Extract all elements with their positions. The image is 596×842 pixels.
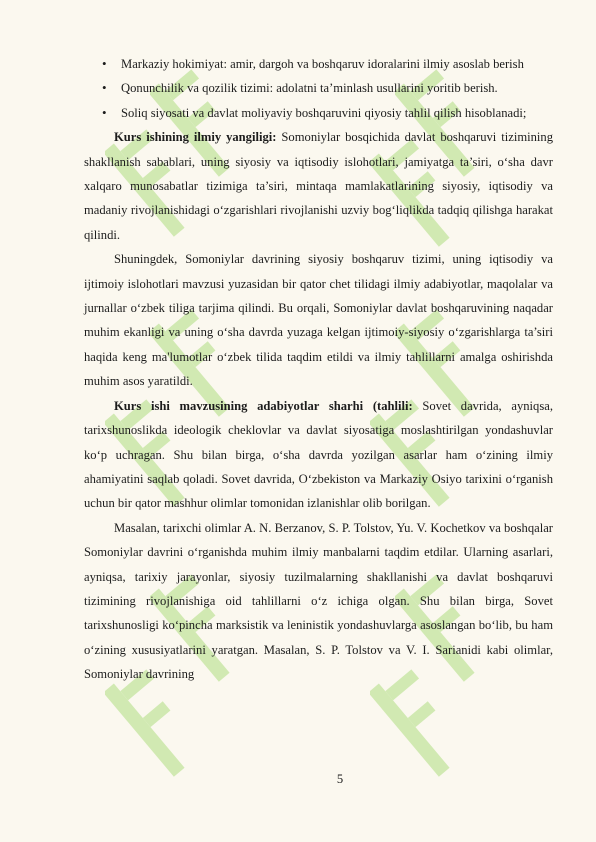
- paragraph-text: Somoniylar bosqichida davlat boshqaruvi tizimining shakllanish sabablari, uning siyosiy va iqtisodiy islohotlari, jamiyatga ta’siri, o‘sha davr xalqaro munosabatlar tizimiga ta’siri, mintaqa mamlakatlarining siyosiy, iqtisodiy va madaniy rivojlanishidagi o‘zgarishlari rivojlanishi uzviy bog‘liqlikda tadqiq qilishga harakat qilindi.: [84, 130, 554, 242]
- paragraph-heading: Kurs ishining ilmiy yangiligi:: [114, 130, 277, 145]
- list-item: • Markaziy hokimiyat: amir, dargoh va boshqaruv idoralarini ilmiy asoslab berish: [84, 52, 553, 76]
- paragraph-historians: [84, 516, 553, 687]
- paragraph-scientific-novelty: [84, 125, 553, 247]
- paragraph-heading: Kurs ishi mavzusining adabiyotlar sharhi (tahlili:: [114, 398, 413, 413]
- paragraph-text: Sovet davrida, ayniqsa, tarixshunoslikda ideologik cheklovlar va davlat siyosatiga moslashtirilgan yondashuvlar ko‘p uchragan. Shu bilan birga, o‘sha davrda yozilgan asarlar ham o‘zining ilmiy ahamiyatini saqlab qoladi. Sovet davrida, O‘zbekiston va Markaziy Osiyo tarixini o‘rganish uchun bir qator mashhur olimlar tomonidan izlanishlar olib borilgan.: [84, 398, 553, 511]
- list-item: • Qonunchilik va qozilik tizimi: adolatni ta’minlash usullarini yoritib berish.: [84, 76, 553, 100]
- list-item: • Soliq siyosati va davlat moliyaviy boshqaruvini qiyosiy tahlil qilish hisoblanadi;: [84, 101, 553, 125]
- paragraph-translations: [84, 247, 553, 393]
- document-body: [84, 52, 553, 687]
- paragraph-text: Shuningdek, Somoniylar davrining siyosiy boshqaruv tizimi, uning iqtisodiy va ijtimoiy islohotlari mavzusi yuzasidan bir qator chet tilidagi ilmiy adabiyotlar, maqolalar va jurnallar o‘zbek tiliga tarjima qilindi. Bu orqali, Somoniylar davlat boshqaruvining naqadar muhim ekanligi va uning o‘sha davrda yuzaga kelgan ijtimoiy-siyosiy o‘zgarishlarga ta’siri haqida keng ma'lumotlar o‘zbek tilida taqdim etildi va ilmiy tahlillarni amalga oshirishda muhim asos yaratildi.: [84, 252, 553, 389]
- objectives-list: [84, 52, 553, 125]
- paragraph-text: Masalan, tarixchi olimlar A. N. Berzanov, S. P. Tolstov, Yu. V. Kochetkov va boshqalar Somoniylar davrini o‘rganishda muhim ilmiy manbalarni taqdim etdilar. Ularning asarlari, ayniqsa, tarixiy jarayonlar, siyosiy tuzilmalarning shakllanishi va davlat boshqaruvi tizimining rivojlanishiga oid tahlillarni o‘z ichiga olgan. Shu bilan birga, Sovet tarixshunosligi ko‘pincha marksistik va leninistik yondashuvlarga asoslangan bo‘lib, bu ham o‘zining xususiyatlarini yaratgan. Masalan, S. P. Tolstov va V. I. Sarianidi kabi olimlar, Somoniylar davrining: [84, 520, 553, 682]
- page-number: 5: [336, 772, 344, 786]
- paragraph-literature-review: [84, 394, 553, 516]
